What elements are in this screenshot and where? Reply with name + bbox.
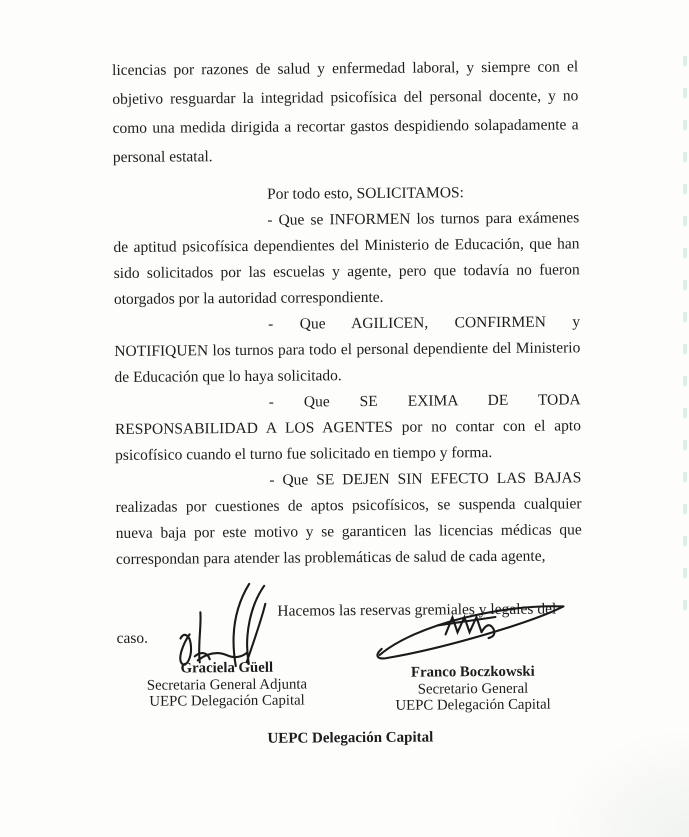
paragraph-request-informen: - Que se INFORMEN los turnos para exámenes de aptitud psicofísica dependientes del Ministerio de Educación, que han sido solicitados por las escuelas y agente, pero que todavía no fueron otorgados por la autoridad correspondiente. <box>113 209 580 308</box>
footer-organization-name: UEPC Delegación Capital <box>267 729 434 747</box>
signer-organization: UEPC Delegación Capital <box>395 696 551 714</box>
closing-statement: Hacemos las reservas gremiales y legales del caso. <box>116 600 557 647</box>
paragraph-continuation: licencias por razones de salud y enfermedad laboral, y siempre con el objetivo resguardar la integridad psicofísica del personal docente, y no como una medida dirigida a recortar gastos despidiendo solapadamente a personal estatal. <box>112 58 579 166</box>
signer-organization: UEPC Delegación Capital <box>149 692 305 710</box>
paragraph-solicitamos-heading: Por todo esto, SOLICITAMOS: <box>267 184 464 203</box>
signature-block-adjunct-secretary <box>126 581 327 710</box>
paragraph-request-dejen-sin-efecto: - Que SE DEJEN SIN EFECTO LAS BAJAS realizadas por cuestiones de aptos psicofísicos, se suspenda cualquier nueva baja por este motivo y se garanticen las licencias médicas que correspondan para atender las problemáticas de salud de cada agente, <box>115 469 582 568</box>
paragraph-request-agilicen: - Que AGILICEN, CONFIRMEN y NOTIFIQUEN los turnos para todo el personal dependiente del Ministerio de Educación que lo haya solicitado. <box>114 313 581 386</box>
signer-title: Secretario General <box>417 680 529 698</box>
signature-block-general-secretary <box>366 597 579 714</box>
signer-name: Franco Boczkowski <box>410 663 535 681</box>
scan-edge-artifacts <box>683 56 687 616</box>
signer-name: Graciela Güell <box>180 659 274 677</box>
signer-title: Secretaria General Adjunta <box>146 675 308 694</box>
document-body <box>112 52 584 837</box>
paragraph-request-exima: - Que SE EXIMA DE TODA RESPONSABILIDAD A LOS AGENTES por no contar con el apto psicofísico cuando el turno fue solicitado en tiempo y forma. <box>114 391 581 464</box>
handwritten-signature-franco-boczkowski <box>373 597 571 663</box>
